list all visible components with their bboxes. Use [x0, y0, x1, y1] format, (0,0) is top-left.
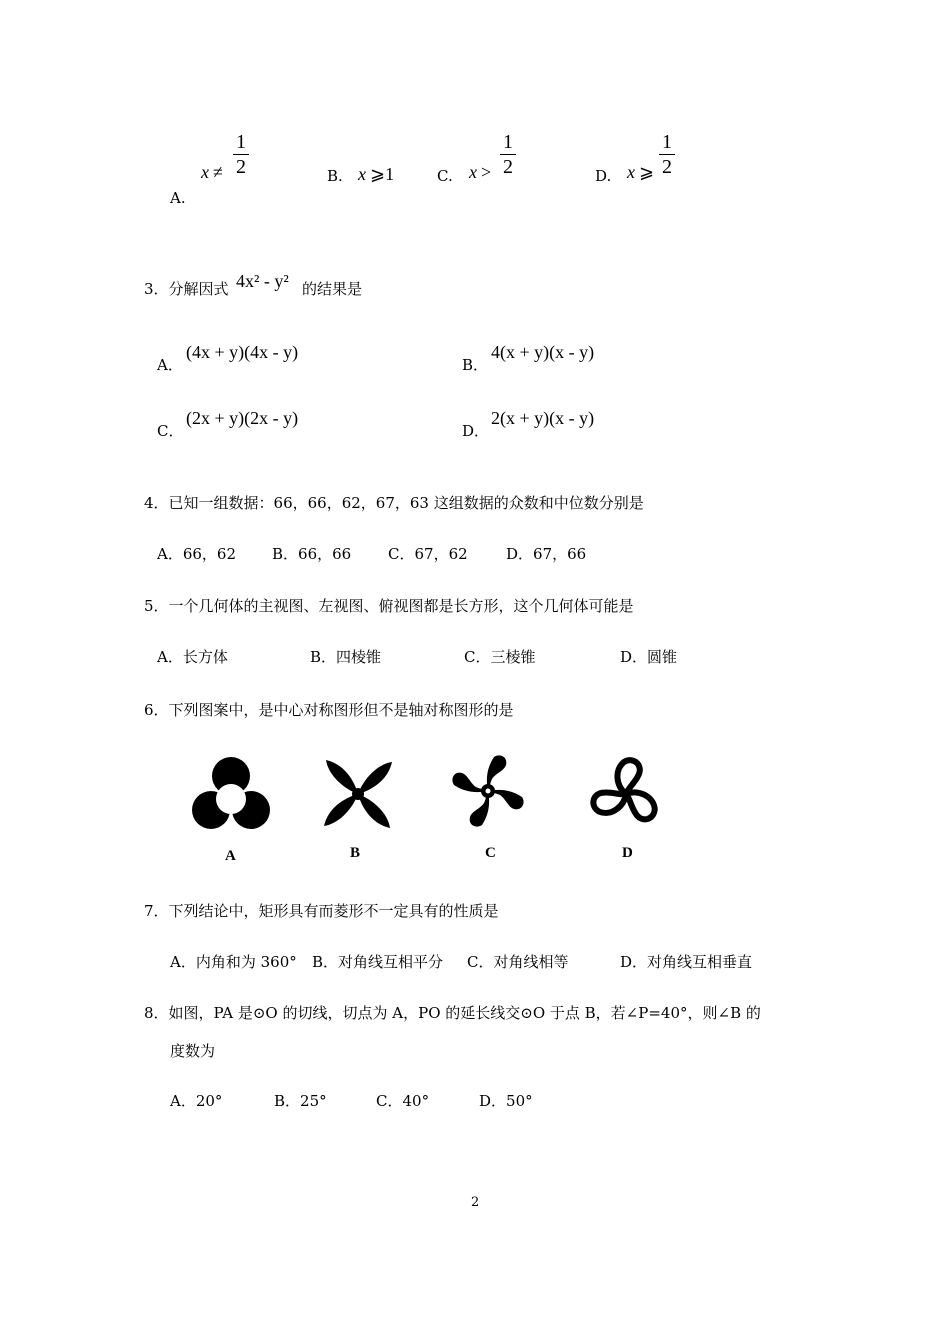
- q5-option-d: D．圆锥: [620, 648, 678, 666]
- q8-stem-line1: 8．如图，PA 是⊙O 的切线，切点为 A，PO 的延长线交⊙O 于点 B，若∠P=40°，则∠B 的: [144, 1004, 761, 1022]
- q2-option-c-fraction: 1 2: [500, 131, 516, 178]
- q5-option-c: C．三棱锥: [464, 648, 536, 666]
- four-petal-figure-b: [323, 758, 393, 830]
- q3-prefix: 3．分解因式: [144, 280, 229, 298]
- q7-option-b: B．对角线互相平分: [312, 953, 444, 971]
- trefoil-figure-a: [190, 756, 272, 834]
- q3-option-a-label: A．: [157, 356, 183, 374]
- page-number: 2: [471, 1195, 480, 1210]
- q8-option-b: B．25°: [274, 1092, 327, 1110]
- q3-option-d-expr: 2(x + y)(x - y): [491, 408, 595, 428]
- q2-option-a-lhs: x ≠: [201, 162, 223, 182]
- figure-label-d: D: [622, 845, 633, 861]
- q7-option-a: A．内角和为 360°: [170, 953, 297, 971]
- q6-stem: 6．下列图案中，是中心对称图形但不是轴对称图形的是: [144, 701, 514, 719]
- figure-label-c: C: [485, 845, 496, 861]
- q3-expression: 4x² - y²: [236, 271, 289, 291]
- q5-stem: 5．一个几何体的主视图、左视图、俯视图都是长方形，这个几何体可能是: [144, 597, 634, 615]
- q4-option-d: D．67，66: [506, 545, 587, 563]
- q2-option-b-expr: x ⩾1: [358, 164, 395, 184]
- q2-option-a-label: A.: [170, 189, 186, 207]
- q8-option-d: D．50°: [479, 1092, 533, 1110]
- q5-option-b: B．四棱锥: [310, 648, 382, 666]
- q2-option-b-label: B.: [327, 167, 343, 185]
- q2-option-d-label: D.: [595, 167, 612, 185]
- q5-option-a: A．长方体: [157, 648, 228, 666]
- q8-option-a: A．20°: [170, 1092, 223, 1110]
- q3-option-b-expr: 4(x + y)(x - y): [491, 342, 595, 362]
- q7-stem: 7．下列结论中，矩形具有而菱形不一定具有的性质是: [144, 902, 499, 920]
- three-loop-figure-d: [584, 752, 668, 832]
- q3-option-a-expr: (4x + y)(4x - y): [186, 342, 299, 362]
- q8-option-c: C．40°: [376, 1092, 430, 1110]
- q2-option-a-fraction: 1 2: [233, 131, 249, 178]
- q2-option-c-lhs: x >: [469, 162, 492, 182]
- q8-stem-line2: 度数为: [170, 1042, 216, 1060]
- figure-label-a: A: [225, 848, 236, 864]
- q7-option-d: D．对角线互相垂直: [620, 953, 753, 971]
- q3-option-d-label: D．: [462, 422, 490, 440]
- q4-option-c: C．67，62: [388, 545, 468, 563]
- figure-label-b: B: [350, 845, 361, 861]
- q3-option-b-label: B．: [462, 356, 489, 374]
- q2-option-d-lhs: x ⩾: [627, 162, 655, 182]
- q2-option-c-label: C.: [437, 167, 453, 185]
- q4-stem: 4．已知一组数据：66，66，62，67，63 这组数据的众数和中位数分别是: [144, 494, 644, 512]
- pinwheel-figure-c: [447, 750, 529, 832]
- q3-suffix: 的结果是: [302, 280, 363, 298]
- q4-option-b: B．66，66: [272, 545, 352, 563]
- q2-option-d-fraction: 1 2: [659, 131, 675, 178]
- q3-option-c-expr: (2x + y)(2x - y): [186, 408, 299, 428]
- q4-option-a: A．66，62: [157, 545, 237, 563]
- q3-option-c-label: C．: [157, 422, 184, 440]
- q7-option-c: C．对角线相等: [467, 953, 569, 971]
